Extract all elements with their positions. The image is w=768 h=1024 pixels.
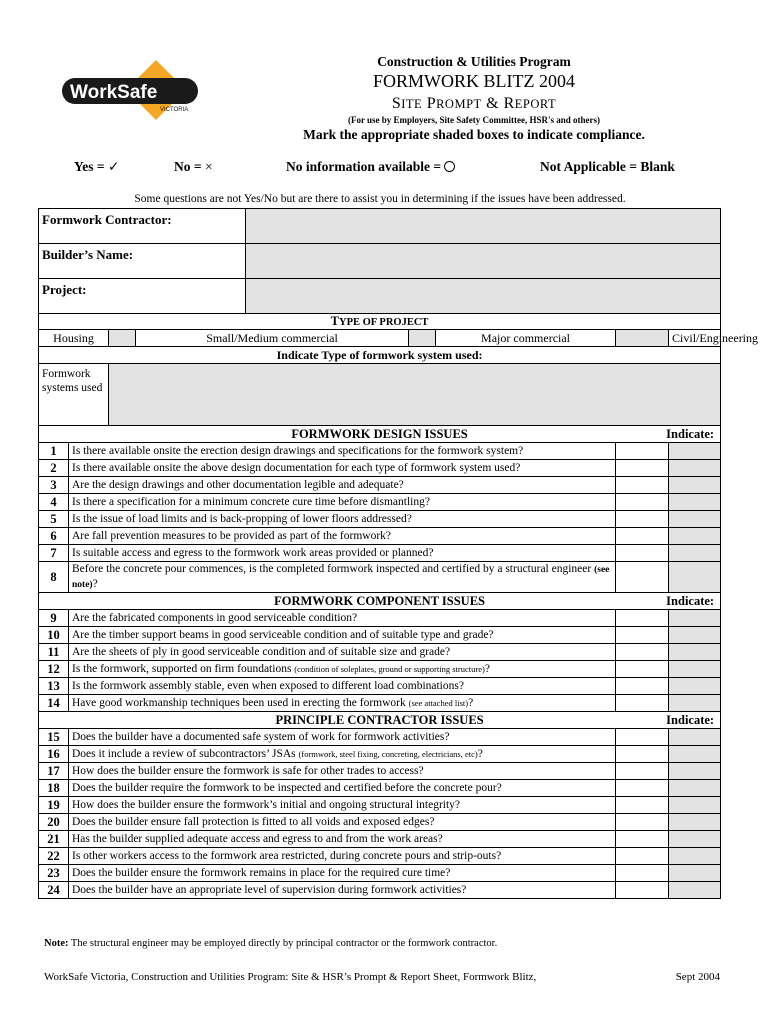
question-number: 11 bbox=[39, 644, 69, 661]
question-text: Does the builder have a documented safe system of work for formwork activities? bbox=[69, 729, 616, 746]
question-number: 5 bbox=[39, 511, 69, 528]
legend-no-info: No information available = bbox=[286, 159, 455, 175]
section-indicate-label: Indicate: bbox=[666, 427, 715, 441]
spacer-cell bbox=[616, 780, 669, 797]
question-row bbox=[39, 865, 721, 882]
question-number: 20 bbox=[39, 814, 69, 831]
question-row bbox=[39, 562, 721, 593]
spacer-cell bbox=[616, 545, 669, 562]
question-row bbox=[39, 695, 721, 712]
instruction: Mark the appropriate shaded boxes to indicate compliance. bbox=[303, 127, 645, 142]
spacer-cell bbox=[616, 865, 669, 882]
spacer-cell bbox=[616, 695, 669, 712]
program-title: Construction & Utilities Program bbox=[377, 54, 571, 69]
project-type-major: Major commercial bbox=[436, 330, 616, 347]
major-checkbox[interactable] bbox=[616, 330, 669, 347]
formwork-system-indicate: Indicate Type of formwork system used: bbox=[39, 347, 721, 364]
spacer-cell bbox=[616, 477, 669, 494]
question-number: 8 bbox=[39, 562, 69, 593]
question-text: Are the design drawings and other documentation legible and adequate? bbox=[69, 477, 616, 494]
question-text: Is the issue of load limits and is back-propping of lower floors addressed? bbox=[69, 511, 616, 528]
spacer-cell bbox=[616, 729, 669, 746]
question-number: 24 bbox=[39, 882, 69, 899]
question-row bbox=[39, 763, 721, 780]
question-text: Is there a specification for a minimum concrete cure time before dismantling? bbox=[69, 494, 616, 511]
footer-date: Sept 2004 bbox=[675, 971, 720, 983]
question-row bbox=[39, 477, 721, 494]
question-number: 21 bbox=[39, 831, 69, 848]
builder-input[interactable] bbox=[246, 244, 721, 279]
question-text: Is other workers access to the formwork area restricted, during concrete pours and strip-outs? bbox=[69, 848, 616, 865]
question-number: 23 bbox=[39, 865, 69, 882]
project-type-small-medium: Small/Medium commercial bbox=[136, 330, 409, 347]
compliance-checkbox[interactable] bbox=[669, 814, 721, 831]
question-text: How does the builder ensure the formwork’s initial and ongoing structural integrity? bbox=[69, 797, 616, 814]
logo-subtitle: VICTORIA bbox=[160, 107, 189, 113]
spacer-cell bbox=[616, 644, 669, 661]
question-row bbox=[39, 443, 721, 460]
question-text: Does the builder have an appropriate level of supervision during formwork activities? bbox=[69, 882, 616, 899]
section-heading bbox=[39, 593, 721, 610]
question-row bbox=[39, 545, 721, 562]
question-row bbox=[39, 814, 721, 831]
question-row bbox=[39, 460, 721, 477]
question-text: Before the concrete pour commences, is the completed formwork inspected and certified by a structural engineer (see note)? bbox=[69, 562, 616, 593]
question-number: 9 bbox=[39, 610, 69, 627]
question-text: Does the builder ensure the formwork remains in place for the required cure time? bbox=[69, 865, 616, 882]
formwork-systems-label: Formwork systems used bbox=[39, 364, 109, 426]
question-row bbox=[39, 746, 721, 763]
page-subtitle: SITE PROMPT & REPORT bbox=[391, 95, 557, 112]
question-text: Has the builder supplied adequate access and egress to and from the work areas? bbox=[69, 831, 616, 848]
compliance-checkbox[interactable] bbox=[669, 443, 721, 460]
section-indicate-label: Indicate: bbox=[666, 594, 715, 608]
question-text: Are fall prevention measures to be provided as part of the formwork? bbox=[69, 528, 616, 545]
question-number: 1 bbox=[39, 443, 69, 460]
question-text: Does the builder require the formwork to be inspected and certified before the concrete pour? bbox=[69, 780, 616, 797]
question-number: 2 bbox=[39, 460, 69, 477]
question-text: Does the builder ensure fall protection is fitted to all voids and exposed edges? bbox=[69, 814, 616, 831]
compliance-checkbox[interactable] bbox=[669, 528, 721, 545]
question-row bbox=[39, 882, 721, 899]
formwork-systems-input[interactable] bbox=[109, 364, 721, 426]
compliance-checkbox[interactable] bbox=[669, 494, 721, 511]
page-title: FORMWORK BLITZ 2004 bbox=[373, 71, 575, 91]
question-text: Is there available onsite the above design documentation for each type of formwork system used? bbox=[69, 460, 616, 477]
question-text: Are the fabricated components in good serviceable condition? bbox=[69, 610, 616, 627]
question-row bbox=[39, 494, 721, 511]
compliance-checkbox[interactable] bbox=[669, 661, 721, 678]
question-row bbox=[39, 661, 721, 678]
circle-icon bbox=[444, 161, 455, 172]
legend-no: No = × bbox=[174, 159, 213, 174]
question-number: 6 bbox=[39, 528, 69, 545]
compliance-checkbox[interactable] bbox=[669, 865, 721, 882]
spacer-cell bbox=[616, 763, 669, 780]
compliance-checkbox[interactable] bbox=[669, 729, 721, 746]
question-number: 12 bbox=[39, 661, 69, 678]
compliance-checkbox[interactable] bbox=[669, 477, 721, 494]
spacer-cell bbox=[616, 443, 669, 460]
worksafe-logo bbox=[60, 58, 206, 122]
question-number: 10 bbox=[39, 627, 69, 644]
question-row bbox=[39, 528, 721, 545]
spacer-cell bbox=[616, 678, 669, 695]
compliance-checkbox[interactable] bbox=[669, 797, 721, 814]
project-type-heading: TYPE OF PROJECT bbox=[39, 314, 721, 330]
contractor-input[interactable] bbox=[246, 209, 721, 244]
question-row bbox=[39, 797, 721, 814]
spacer-cell bbox=[616, 562, 669, 593]
question-text: Are the sheets of ply in good serviceable condition and of suitable size and grade? bbox=[69, 644, 616, 661]
question-text: Is suitable access and egress to the formwork work areas provided or planned? bbox=[69, 545, 616, 562]
question-row bbox=[39, 627, 721, 644]
compliance-checkbox[interactable] bbox=[669, 627, 721, 644]
question-row bbox=[39, 729, 721, 746]
question-number: 14 bbox=[39, 695, 69, 712]
compliance-form bbox=[38, 208, 759, 899]
compliance-checkbox[interactable] bbox=[669, 545, 721, 562]
compliance-checkbox[interactable] bbox=[669, 695, 721, 712]
project-label: Project: bbox=[39, 279, 246, 314]
section-heading bbox=[39, 712, 721, 729]
spacer-cell bbox=[616, 460, 669, 477]
question-number: 18 bbox=[39, 780, 69, 797]
section-heading bbox=[39, 426, 721, 443]
section-title: PRINCIPLE CONTRACTOR ISSUES bbox=[275, 712, 484, 727]
spacer-cell bbox=[616, 746, 669, 763]
compliance-checkbox[interactable] bbox=[669, 882, 721, 899]
question-row bbox=[39, 848, 721, 865]
question-number: 22 bbox=[39, 848, 69, 865]
spacer-cell bbox=[616, 848, 669, 865]
spacer-cell bbox=[616, 627, 669, 644]
question-row bbox=[39, 678, 721, 695]
question-number: 3 bbox=[39, 477, 69, 494]
spacer-cell bbox=[616, 661, 669, 678]
question-number: 19 bbox=[39, 797, 69, 814]
compliance-checkbox[interactable] bbox=[669, 644, 721, 661]
spacer-cell bbox=[616, 610, 669, 627]
legend-yes: Yes = ✓ bbox=[74, 159, 120, 174]
question-number: 16 bbox=[39, 746, 69, 763]
question-row bbox=[39, 780, 721, 797]
footer-text: WorkSafe Victoria, Construction and Utilities Program: Site & HSR’s Prompt & Report Sheet, Formwork Blitz, bbox=[44, 971, 537, 983]
legend-not-applicable: Not Applicable = Blank bbox=[540, 159, 675, 174]
project-input[interactable] bbox=[246, 279, 721, 314]
question-text: How does the builder ensure the formwork is safe for other trades to access? bbox=[69, 763, 616, 780]
compliance-checkbox[interactable] bbox=[669, 562, 721, 593]
small-medium-checkbox[interactable] bbox=[409, 330, 436, 347]
contractor-label: Formwork Contractor: bbox=[39, 209, 246, 244]
question-row bbox=[39, 511, 721, 528]
compliance-checkbox[interactable] bbox=[669, 831, 721, 848]
builder-label: Builder’s Name: bbox=[39, 244, 246, 279]
project-type-housing: Housing bbox=[39, 330, 109, 347]
question-number: 7 bbox=[39, 545, 69, 562]
footnote: Note: The structural engineer may be employed directly by principal contractor or the formwork contractor. bbox=[44, 938, 498, 949]
spacer-cell bbox=[616, 511, 669, 528]
housing-checkbox[interactable] bbox=[109, 330, 136, 347]
question-number: 4 bbox=[39, 494, 69, 511]
question-number: 15 bbox=[39, 729, 69, 746]
spacer-cell bbox=[616, 814, 669, 831]
question-text: Are the timber support beams in good serviceable condition and of suitable type and grade? bbox=[69, 627, 616, 644]
compliance-checkbox[interactable] bbox=[669, 678, 721, 695]
compliance-checkbox[interactable] bbox=[669, 763, 721, 780]
question-text: Is there available onsite the erection design drawings and specifications for the formwork system? bbox=[69, 443, 616, 460]
section-title: FORMWORK COMPONENT ISSUES bbox=[274, 593, 485, 608]
section-title: FORMWORK DESIGN ISSUES bbox=[291, 426, 468, 441]
question-text: Is the formwork assembly stable, even when exposed to different load combinations? bbox=[69, 678, 616, 695]
question-row bbox=[39, 610, 721, 627]
usage-note: (For use by Employers, Site Safety Committee, HSR's and others) bbox=[347, 115, 601, 125]
logo-wordmark: WorkSafe bbox=[70, 82, 158, 103]
question-number: 13 bbox=[39, 678, 69, 695]
compliance-checkbox[interactable] bbox=[669, 848, 721, 865]
question-text: Is the formwork, supported on firm foundations (condition of soleplates, ground or supporting structure)? bbox=[69, 661, 616, 678]
compliance-checkbox[interactable] bbox=[669, 610, 721, 627]
top-note: Some questions are not Yes/No but are there to assist you in determining if the issues have been addressed. bbox=[134, 193, 626, 205]
spacer-cell bbox=[616, 831, 669, 848]
footer bbox=[44, 971, 724, 983]
question-row bbox=[39, 644, 721, 661]
compliance-checkbox[interactable] bbox=[669, 746, 721, 763]
project-type-civil: Civil/Engineering bbox=[669, 330, 721, 347]
question-text: Does it include a review of subcontractors’ JSAs (formwork, steel fixing, concreting, electricians, etc)? bbox=[69, 746, 616, 763]
question-number: 17 bbox=[39, 763, 69, 780]
question-row bbox=[39, 831, 721, 848]
spacer-cell bbox=[616, 882, 669, 899]
compliance-checkbox[interactable] bbox=[669, 511, 721, 528]
spacer-cell bbox=[616, 494, 669, 511]
spacer-cell bbox=[616, 797, 669, 814]
compliance-checkbox[interactable] bbox=[669, 460, 721, 477]
section-indicate-label: Indicate: bbox=[666, 713, 715, 727]
compliance-checkbox[interactable] bbox=[669, 780, 721, 797]
spacer-cell bbox=[616, 528, 669, 545]
question-text: Have good workmanship techniques been used in erecting the formwork (see attached list)? bbox=[69, 695, 616, 712]
